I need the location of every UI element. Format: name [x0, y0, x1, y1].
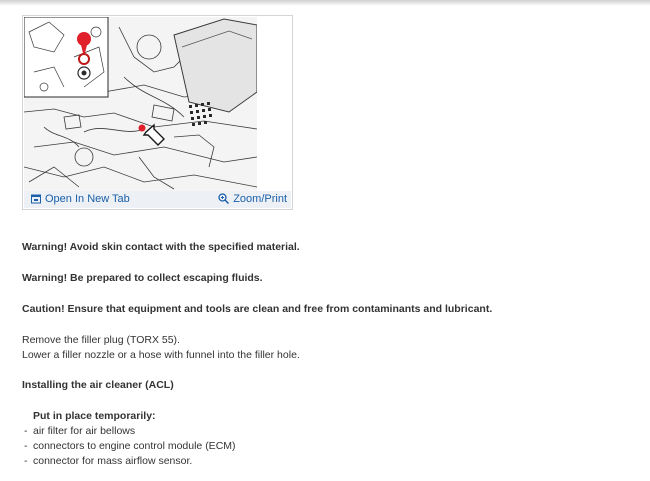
- top-shadow-bar: [0, 0, 650, 6]
- open-in-new-tab-link[interactable]: [31, 192, 130, 207]
- list-item: - connectors to engine control module (ECM): [24, 440, 236, 452]
- step-lower-filler-nozzle: Lower a filler nozzle or a hose with funnel into the filler hole.: [22, 349, 300, 361]
- list-item-text: connectors to engine control module (ECM): [33, 440, 236, 452]
- section-heading: Installing the air cleaner (ACL): [22, 379, 174, 391]
- list-item: - connector for mass airflow sensor.: [24, 455, 193, 467]
- warning-escaping-fluids: Warning! Be prepared to collect escaping fluids.: [22, 272, 263, 284]
- list-item-text: air filter for air bellows: [33, 425, 136, 437]
- list-item-text: connector for mass airflow sensor.: [33, 455, 193, 467]
- sub-heading: Put in place temporarily:: [33, 410, 156, 422]
- figure-panel: [22, 15, 293, 210]
- open-in-new-tab-icon: [31, 194, 41, 204]
- warning-skin-contact: Warning! Avoid skin contact with the specified material.: [22, 241, 300, 253]
- open-in-new-tab-label: Open In New Tab: [45, 193, 130, 205]
- step-remove-filler-plug: Remove the filler plug (TORX 55).: [22, 334, 180, 346]
- zoom-icon: [218, 193, 229, 204]
- zoom-print-link[interactable]: [218, 192, 287, 207]
- zoom-print-label: Zoom/Print: [233, 193, 287, 205]
- list-item: - air filter for air bellows: [24, 425, 136, 437]
- figure-toolbar: [24, 191, 291, 208]
- caution-clean-equipment: Caution! Ensure that equipment and tools are clean and free from contaminants and lubricant.: [22, 303, 493, 315]
- engine-bay-illustration[interactable]: [24, 17, 257, 192]
